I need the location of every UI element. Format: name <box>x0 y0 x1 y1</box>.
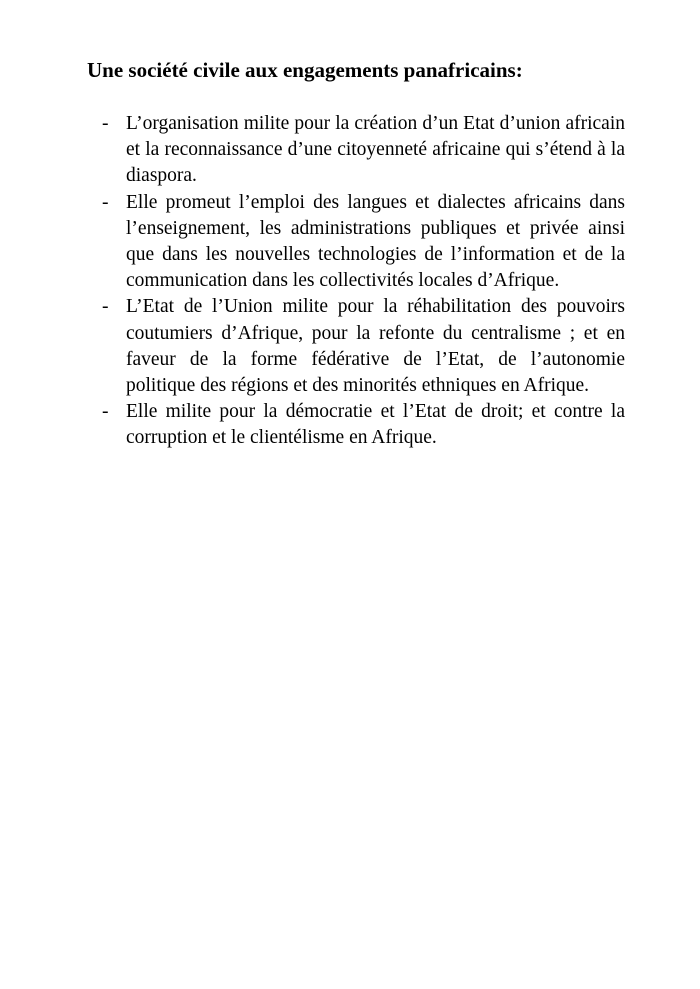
bullet-item <box>102 111 625 190</box>
bullet-text: L’Etat de l’Union milite pour la réhabilitation des pouvoirs coutumiers d’Afrique, pour la refonte du centralisme ; et en faveur de la forme fédérative de l’Etat, de l’autonomie politique des régions et des minorités ethniques en Afrique. <box>126 296 625 397</box>
bullet-text: L’organisation milite pour la création d’un Etat d’union africain et la reconnaissance d’une citoyenneté africaine qui s’étend à la diaspora. <box>126 113 625 187</box>
bullet-text: Elle milite pour la démocratie et l’Etat de droit; et contre la corruption et le clientélisme en Afrique. <box>126 401 625 449</box>
bullet-list <box>102 111 625 452</box>
bullet-dash: - <box>102 191 109 213</box>
bullet-item <box>102 294 625 399</box>
bullet-text: Elle promeut l’emploi des langues et dialectes africains dans l’enseignement, les administrations publiques et privée ainsi que dans les nouvelles technologies de l’information et de la communication dans les collectivités locales d’Afrique. <box>126 191 625 292</box>
bullet-item <box>102 399 625 451</box>
bullet-dash: - <box>102 113 109 134</box>
section-heading: Une société civile aux engagements panafricains: <box>87 58 523 82</box>
bullet-dash: - <box>102 296 109 318</box>
bullet-item <box>102 190 625 295</box>
bullet-dash: - <box>102 401 109 423</box>
